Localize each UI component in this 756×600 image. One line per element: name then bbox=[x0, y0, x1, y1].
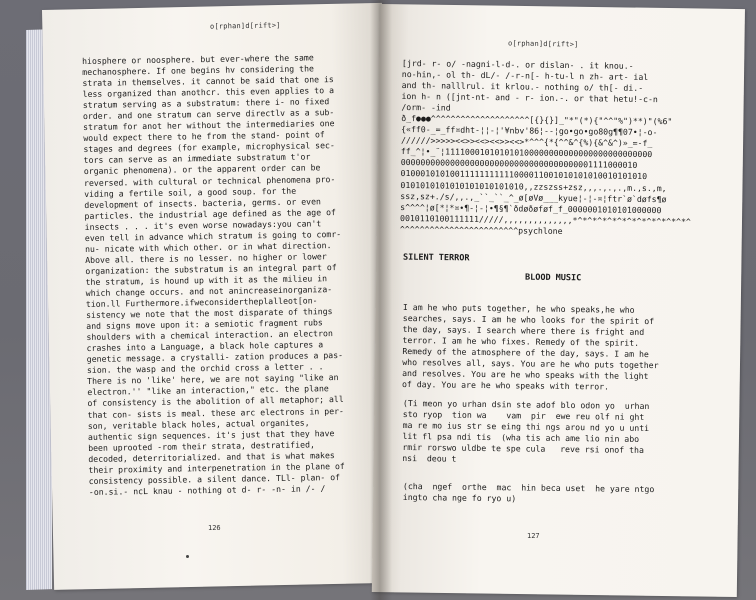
text-line: development of insects. bacteria, germs. or even bbox=[84, 195, 321, 210]
text-line: lit fl psa ndi tis (wha tis ach ame lio nin abo bbox=[402, 431, 640, 445]
text-line: terror. I am he who fixes. Remedy of the spirit. bbox=[402, 335, 640, 349]
text-line: ^^^^^^^^^^^^^^^^^^^^^^^^psychlone bbox=[399, 223, 563, 236]
text-line: ð_f●●●^^^^^^^^^^^^^^^^^^^^[{}{}]_"*"(*){"^^"%")**)"(%6" bbox=[401, 113, 673, 127]
text-line: searches, says. I am he who looks for the spirit of bbox=[402, 313, 655, 327]
text-line: their proximity and interpenetration in the plane of bbox=[88, 460, 345, 475]
text-line: Remedy of the atmosphere of the day, says. I am he bbox=[402, 346, 649, 360]
text-line: {«ff0-_=_ff¤dht-¦¦-¦'¥nbv'86¦--¦go•go•go80g¶¶07•¦-o- bbox=[401, 124, 658, 138]
paragraph-1 bbox=[402, 302, 659, 393]
text-line: particles. the industrial age defined as the age of bbox=[84, 206, 336, 221]
text-line: rmir rorswo uldbe te spe cula reve rsi onof tha bbox=[402, 442, 644, 456]
left-page-header: o[rphan]d[rift>] bbox=[209, 21, 281, 31]
text-line: the day, says. I search where there is fright and bbox=[402, 324, 645, 338]
text-line: shoulders with a chemical interaction. an electron bbox=[86, 328, 333, 343]
text-line: 01000101010011111111111000011001010101010010101010 bbox=[400, 168, 648, 182]
text-line: [jrd- r- o/ -nagni-l-d-. or dislan- . it knou.- bbox=[401, 58, 634, 71]
right-page-body bbox=[400, 58, 693, 238]
text-line: Above all. there is no lesser. no higher or lower bbox=[85, 251, 327, 265]
text-line: organization: the substratum is an integral part of bbox=[85, 261, 337, 276]
left-page-body bbox=[82, 52, 345, 498]
text-line: who resolves all, says. You are he who puts together bbox=[402, 357, 659, 371]
text-line: which change occurs. and not anincreaseinorganiza- bbox=[85, 284, 333, 298]
text-line: I am he who puts together, he who speaks,he who bbox=[402, 302, 635, 315]
text-line: ma re mo ius str se eing thi ngs arou nd yo u unti bbox=[402, 420, 650, 434]
text-line: ion h- n ([jnt-nt- and - r- ion.-. or that hetu!-c-n bbox=[401, 91, 658, 105]
text-line: ssz,sz+./s/,,.,_``_``_^_ø[øVø___kyue¦-¦-¤¦ftr`ø`døfs¶ø bbox=[400, 190, 667, 204]
text-line: decoded, deterritorialized. and that is what makes bbox=[88, 449, 335, 464]
text-line: consistency possible. a silent dance. TLl- plan- of bbox=[88, 471, 341, 486]
text-line: electron.'' "like an interaction," etc. the plane bbox=[87, 383, 329, 398]
text-line: of day. You are he who speaks with terror. bbox=[401, 379, 610, 392]
text-line: 000000000000000000000000000000000000001111000010 bbox=[400, 157, 638, 171]
text-line: crashes into a Language, a black hole captures a bbox=[86, 339, 324, 354]
paragraph-2 bbox=[402, 398, 649, 467]
text-line: sion. the wasp and the orchid cross a letter . . bbox=[86, 361, 324, 376]
text-line: and th- nalllrul. it krlou.- nothing o/ th[- di.- bbox=[401, 80, 644, 94]
text-line: //////>>>>><<>><<><<>><<>*^^^{*{^^&^{%){&^&^)»_=-f_ bbox=[400, 135, 653, 149]
text-line: insects . . . it's even worse nowadays:you can't bbox=[84, 217, 322, 232]
text-line: sistency we note that the most disparate of things bbox=[85, 306, 333, 321]
text-line: 0101010101010101010101010,,zzszss+zsz,,,.,.,.,m.,s.,m, bbox=[400, 179, 667, 193]
section-title: SILENT TERROR bbox=[402, 252, 470, 264]
book-gutter-shadow bbox=[370, 0, 392, 600]
text-line: stratum for anot her without the intermediaries one bbox=[83, 118, 335, 133]
text-line: stratum serving as a substratum: there i- no fixed bbox=[82, 96, 330, 111]
text-line: of consistency is the abolition of all metaphor; all bbox=[87, 394, 344, 409]
text-line: reversed. with cultural or technical phenomena pro- bbox=[83, 173, 336, 188]
text-line: /orm- -ind bbox=[401, 102, 451, 113]
text-line: s^^^^¦ø[*¦*¤•¶-¦-¦•¶§¶`ðdøðøføf_f_0000001010101000000 bbox=[400, 201, 662, 215]
text-line: been uprooted -rom their strata, destratified, bbox=[88, 439, 315, 453]
text-line: genetic message. a crystalli- zation produces a pas- bbox=[86, 350, 344, 365]
text-line: organic phenomena). or the apparent order can be bbox=[83, 162, 321, 177]
text-line: tors can serve as an immediate substratum t'or bbox=[83, 151, 311, 166]
paragraph-3 bbox=[403, 481, 655, 506]
text-line: nu- nicate with which other. or in what direction. bbox=[84, 239, 332, 254]
text-line: viding a fertile soil, a good soup. for the bbox=[84, 185, 297, 199]
text-line: even tell in advance which stratum is going to comr- bbox=[84, 228, 342, 243]
text-line: the stratum, is hound up with it as the milieu in bbox=[85, 273, 328, 287]
right-page-header: o[rphan]d[rift>] bbox=[507, 39, 579, 49]
text-line: sto ryop tion wa vam pir ewe reu olf ni ght bbox=[402, 409, 645, 422]
text-line: no-hin,- ol th- dL/- /-r-n[- h-tu-l n zh- art- ial bbox=[401, 69, 649, 83]
text-line: would expect there to he from the stand- point of bbox=[83, 129, 325, 144]
text-line: (cha ngef orthe mac hin beca uset he yare ntgo bbox=[402, 481, 655, 495]
text-line: son, veritable black holes, actual organites, bbox=[87, 417, 310, 431]
section-subtitle: BLOOD MUSIC bbox=[524, 272, 582, 284]
text-line: -on.si.- ncL knau - nothing ot d- r- -n- in /- / bbox=[88, 483, 326, 497]
text-line: tion.ll Furthermore.ifweconsidertheplalleot[on- bbox=[85, 295, 318, 310]
left-page-number: 126 bbox=[208, 524, 221, 532]
text-line: hiosphere or noosphere. but ever-where the same bbox=[82, 52, 314, 66]
text-line: less organized than anothcr. this even applies to a bbox=[82, 85, 335, 100]
text-line: ingto cha nge fo ryo u) bbox=[402, 492, 517, 504]
text-line: There is no 'like' here, we are not saying "like an bbox=[87, 372, 339, 387]
text-line: (Ti meon yo urhan dsin ste adof blo odon yo urhan bbox=[402, 398, 650, 412]
text-line: 0010110100111111/////,,,,,,,,,,,,,,*^*^*^*^*^*^*^*^*^*^*^*^ bbox=[399, 212, 691, 227]
right-page-number: 127 bbox=[527, 532, 540, 540]
text-line: stages and degrees (for example, microphysical sec- bbox=[83, 140, 335, 155]
text-line: strata in themselves. it cannot be said that one is bbox=[82, 74, 334, 89]
text-line: that con- sists is meal. these arc electrons in per- bbox=[87, 405, 345, 420]
text-line: authentic sign sequences. it's just that they have bbox=[87, 427, 335, 442]
text-line: mechanosphere. If one begins hv considering the bbox=[82, 63, 314, 78]
text-line: and signs move upon it: a semiotic fragment rubs bbox=[86, 317, 323, 332]
text-line: nsi deou t bbox=[402, 453, 457, 464]
text-line: ff_^¦•_¨¦111100010101010100000000000000000000000000 bbox=[400, 146, 653, 160]
ink-dot bbox=[186, 555, 189, 558]
text-line: order. and one stratum can serve directlv as a sub- bbox=[82, 107, 335, 122]
text-line: and resolves. You are he who speaks with the light bbox=[402, 368, 649, 382]
